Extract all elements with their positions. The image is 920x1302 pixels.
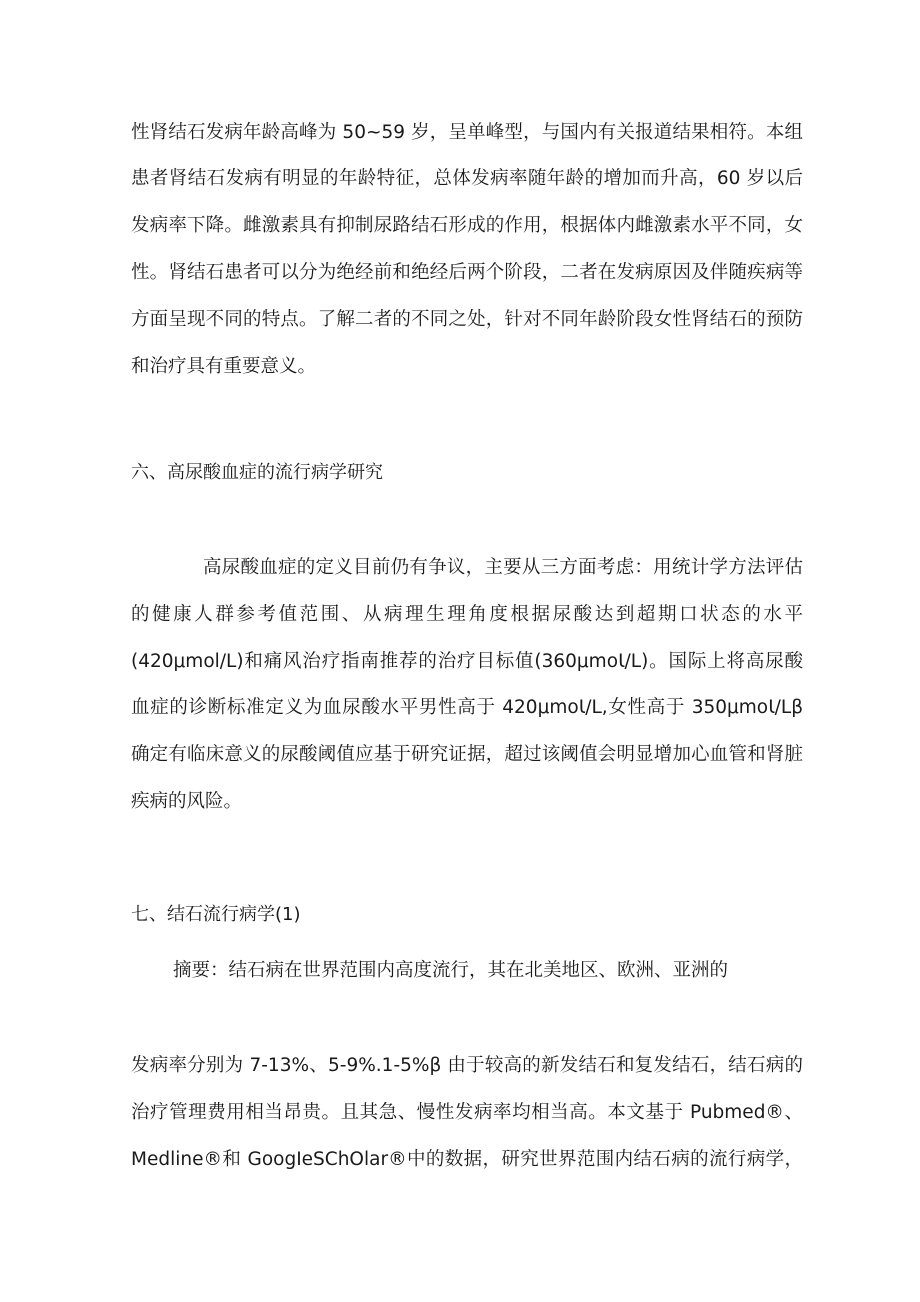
paragraph-line: 性肾结石发病年龄高峰为 50~59 岁，呈单峰型，与国内有关报道结果相符。本组 xyxy=(131,122,803,143)
paragraph-line: 血症的诊断标准定义为血尿酸水平男性高于 420μmoƖ/L,女性高于 350μmoƖ/Lβ xyxy=(131,697,803,718)
paragraph-line: 高尿酸血症的定义目前仍有争议，主要从三方面考虑：用统计学方法评估 xyxy=(203,557,803,578)
abstract-line: 摘要：结石病在世界范围内高度流行，其在北美地区、欧洲、亚洲的 xyxy=(173,960,729,981)
paragraph-line: 和治疗具有重要意义。 xyxy=(131,356,317,377)
paragraph-line: 发病率下降。雌激素具有抑制尿路结石形成的作用，根据体内雌激素水平不同，女 xyxy=(131,215,803,236)
paragraph-line: 疾病的风险。 xyxy=(131,791,243,812)
paragraph-line: 确定有临床意义的尿酸阈值应基于研究证据，超过该阈值会明显增加心血管和肾脏 xyxy=(131,744,803,765)
section-heading: 六、高尿酸血症的流行病学研究 xyxy=(131,462,383,483)
paragraph-line: 治疗管理费用相当昂贵。且其急、慢性发病率均相当高。本文基于 Pubmed®、 xyxy=(131,1102,803,1123)
paragraph-line: 发病率分别为 7-13%、5-9%.1-5%β 由于较高的新发结石和复发结石，结石病的 xyxy=(131,1055,803,1076)
paragraph-line: Medline®和 GoogIeSChOlar®中的数据，研究世界范围内结石病的流行病学， xyxy=(131,1149,803,1170)
paragraph-line: 方面呈现不同的特点。了解二者的不同之处，针对不同年龄阶段女性肾结石的预防 xyxy=(131,309,803,330)
paragraph-line: 的健康人群参考值范围、从病理生理角度根据尿酸达到超期口状态的水平 xyxy=(131,604,803,625)
section-heading: 七、结石流行病学(1) xyxy=(131,904,301,925)
paragraph-line: (420μmol/L)和痛风治疗指南推荐的治疗目标值(360μmoƖ/L)。国际上将高尿酸 xyxy=(131,651,803,672)
paragraph-line: 患者肾结石发病有明显的年龄特征，总体发病率随年龄的增加而升高，60 岁以后 xyxy=(131,168,803,189)
paragraph-line: 性。肾结石患者可以分为绝经前和绝经后两个阶段，二者在发病原因及伴随疾病等 xyxy=(131,262,803,283)
